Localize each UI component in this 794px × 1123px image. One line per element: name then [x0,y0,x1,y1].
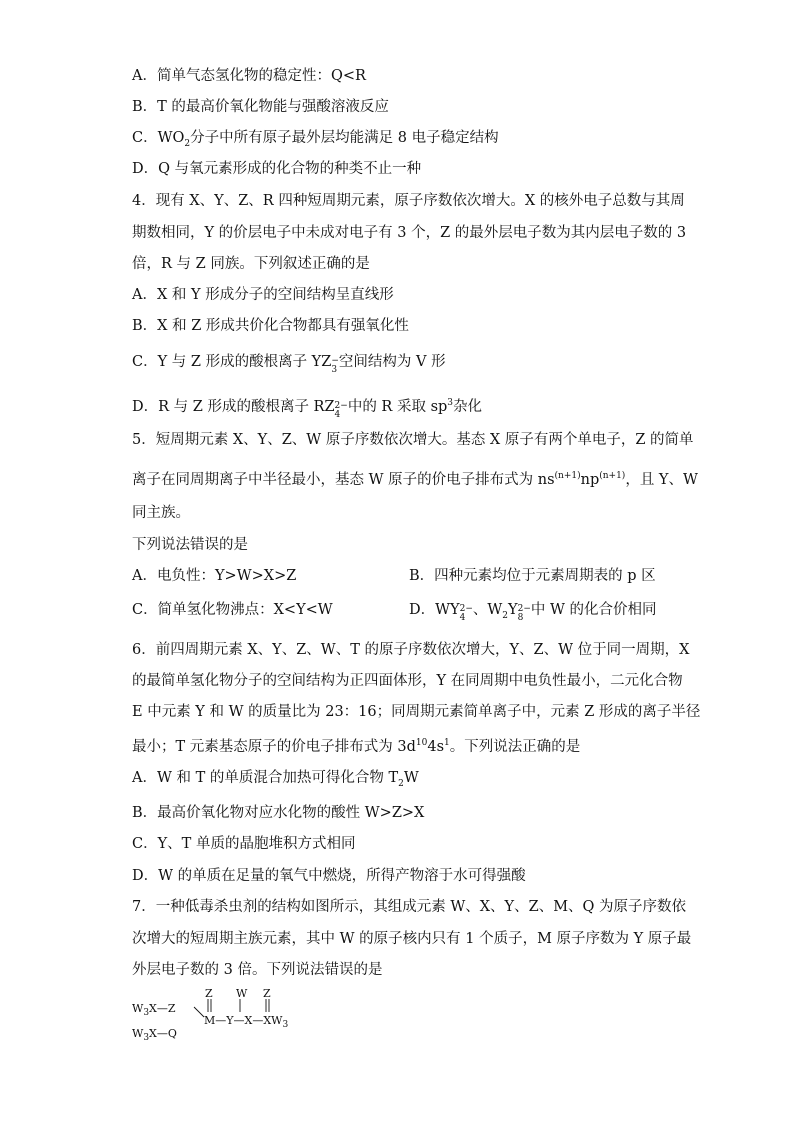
q3-option-b: B．T 的最高价氧化物能与强酸溶液反应 [132,99,389,115]
q4-option-c: C．Y 与 Z 形成的酸根离子 YZ− 3 空间结构为 V 形 [132,354,446,375]
structure-left-bottom: $W_3X—Q$ [132,1027,177,1044]
q6-stem-1: 6．前四周期元素 X、Y、Z、W、T 的原子序数依次增大，Y、Z、W 位于同一周期，X [132,642,690,658]
structure-main-chain: $M—Y—X—XW_3$ [204,1014,289,1031]
q5-stem-3: 同主族。 [132,505,190,521]
structure-left-top: $W_3X—Z$ [132,1002,176,1019]
q5-option-c: C．简单氢化物沸点：X<Y<W [132,602,333,618]
q3-option-c: C．$WO_2$分子中所有原子最外层均能满足 8 电子稳定结构 [132,130,499,149]
q6-option-b: B．最高价氧化物对应水化物的酸性 W>Z>X [132,805,425,821]
q6-option-d: D．W 的单质在足量的氧气中燃烧，所得产物溶于水可得强酸 [132,868,526,884]
q5-stem-1: 5．短周期元素 X、Y、Z、W 原子序数依次增大。基态 X 原子有两个单电子，Z 的简单 [132,432,694,448]
structure-w-top: W [236,987,248,1000]
q7-stem-1: 7．一种低毒杀虫剂的结构如图所示，其组成元素 W、X、Y、Z、M、Q 为原子序数依 [132,899,687,915]
structure-z2: Z [263,987,271,1000]
q6-option-a: A．W 和 T 的单质混合加热可得化合物 $T_2W$ [132,770,419,789]
q7-stem-2: 次增大的短周期主族元素，其中 W 的原子核内只有 1 个质子，M 原子序数为 Y 原子最 [132,931,692,947]
structural-formula [128,985,368,1045]
q4-option-d: D．R 与 Z 形成的酸根离子 RZ2− 4 中的 R 采取 $sp^3$杂化 [132,398,483,420]
q5-option-b: B．四种元素均位于元素周期表的 p 区 [409,568,656,584]
q6-stem-4: 最小；T 元素基态原子的价电子排布式为 $3d^{10}4s^1$。下列说法正确的是 [132,738,581,755]
q6-option-c: C．Y、T 单质的晶胞堆积方式相同 [132,836,356,852]
q4-stem-3: 倍，R 与 Z 同族。下列叙述正确的是 [132,256,370,272]
q5-stem-4: 下列说法错误的是 [132,537,248,553]
q4-stem-1: 4．现有 X、Y、Z、R 四种短周期元素，原子序数依次增大。X 的核外电子总数与其周 [132,193,685,209]
q5-option-a: A．电负性：Y>W>X>Z [132,568,297,584]
q4-option-b: B．X 和 Z 形成共价化合物都具有强氧化性 [132,318,409,334]
q3-option-d: D．Q 与氧元素形成的化合物的种类不止一种 [132,161,422,177]
q4-option-a: A．X 和 Y 形成分子的空间结构呈直线形 [132,287,394,303]
q7-stem-3: 外层电子数的 3 倍。下列说法错误的是 [132,962,383,978]
q3-option-a: A．简单气态氢化物的稳定性：Q<R [132,68,366,84]
structure-z1: Z [205,987,213,1000]
q6-stem-2: 的最简单氢化物分子的空间结构为正四面体形，Y 在同周期中电负性最小，二元化合物 [132,673,683,689]
q5-option-d: D．WY2− 4 、$W_2Y2-$ 8 中 W 的化合价相同 [409,602,657,623]
q4-stem-2: 期数相同，Y 的价层电子中未成对电子有 3 个，Z 的最外层电子数为其内层电子数的 3 [132,225,687,241]
q6-stem-3: E 中元素 Y 和 W 的质量比为 23：16；同周期元素简单离子中，元素 Z 形成的离子半径 [132,704,701,720]
q5-stem-2: 离子在同周期离子中半径最小，基态 W 原子的价电子排布式为 $ns^{(n+1)}np^{(n+1)}$，且 Y、W [132,471,698,488]
